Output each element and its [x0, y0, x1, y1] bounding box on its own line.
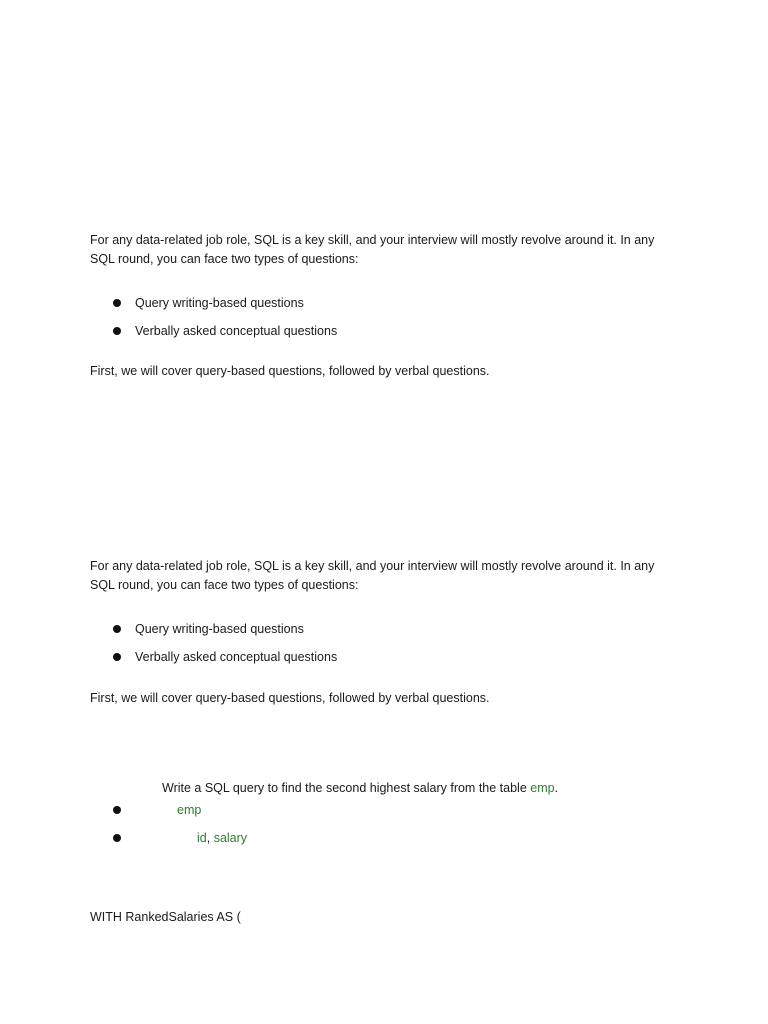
list-item	[113, 620, 304, 638]
list-item	[113, 294, 304, 312]
code-line: WITH RankedSalaries AS (	[90, 910, 241, 924]
column-separator: ,	[206, 831, 214, 845]
bullet-icon	[113, 653, 121, 661]
bullet-icon	[113, 625, 121, 633]
list-item-label: Verbally asked conceptual questions	[135, 324, 338, 338]
followup-paragraph-2: First, we will cover query-based questions, followed by verbal questions.	[90, 691, 490, 705]
question-period: .	[554, 781, 559, 795]
list-item-label: Query writing-based questions	[135, 296, 304, 310]
list-item-label: Verbally asked conceptual questions	[135, 650, 338, 664]
list-item-label: Query writing-based questions	[135, 622, 304, 636]
bullet-icon	[113, 299, 121, 307]
list-item	[113, 322, 337, 340]
question-text: Write a SQL query to find the second highest salary from the table	[162, 781, 531, 795]
column-salary: salary	[213, 831, 248, 845]
columns-bullet	[197, 831, 247, 845]
question-prompt	[162, 779, 558, 798]
list-item	[113, 801, 201, 819]
intro-paragraph-1: For any data-related job role, SQL is a key skill, and your interview will mostly revolve around it. In any SQL round, you can face two types of questions:	[90, 233, 655, 266]
table-name-bullet: emp	[177, 803, 202, 817]
list-item	[113, 648, 337, 666]
bullet-icon	[113, 834, 121, 842]
followup-paragraph-1: First, we will cover query-based questions, followed by verbal questions.	[90, 364, 490, 378]
intro-paragraph-2: For any data-related job role, SQL is a key skill, and your interview will mostly revolve around it. In any SQL round, you can face two types of questions:	[90, 559, 655, 592]
column-id: id	[197, 831, 207, 845]
list-item	[113, 829, 247, 847]
bullet-icon	[113, 806, 121, 814]
bullet-icon	[113, 327, 121, 335]
table-name: emp	[530, 781, 555, 795]
